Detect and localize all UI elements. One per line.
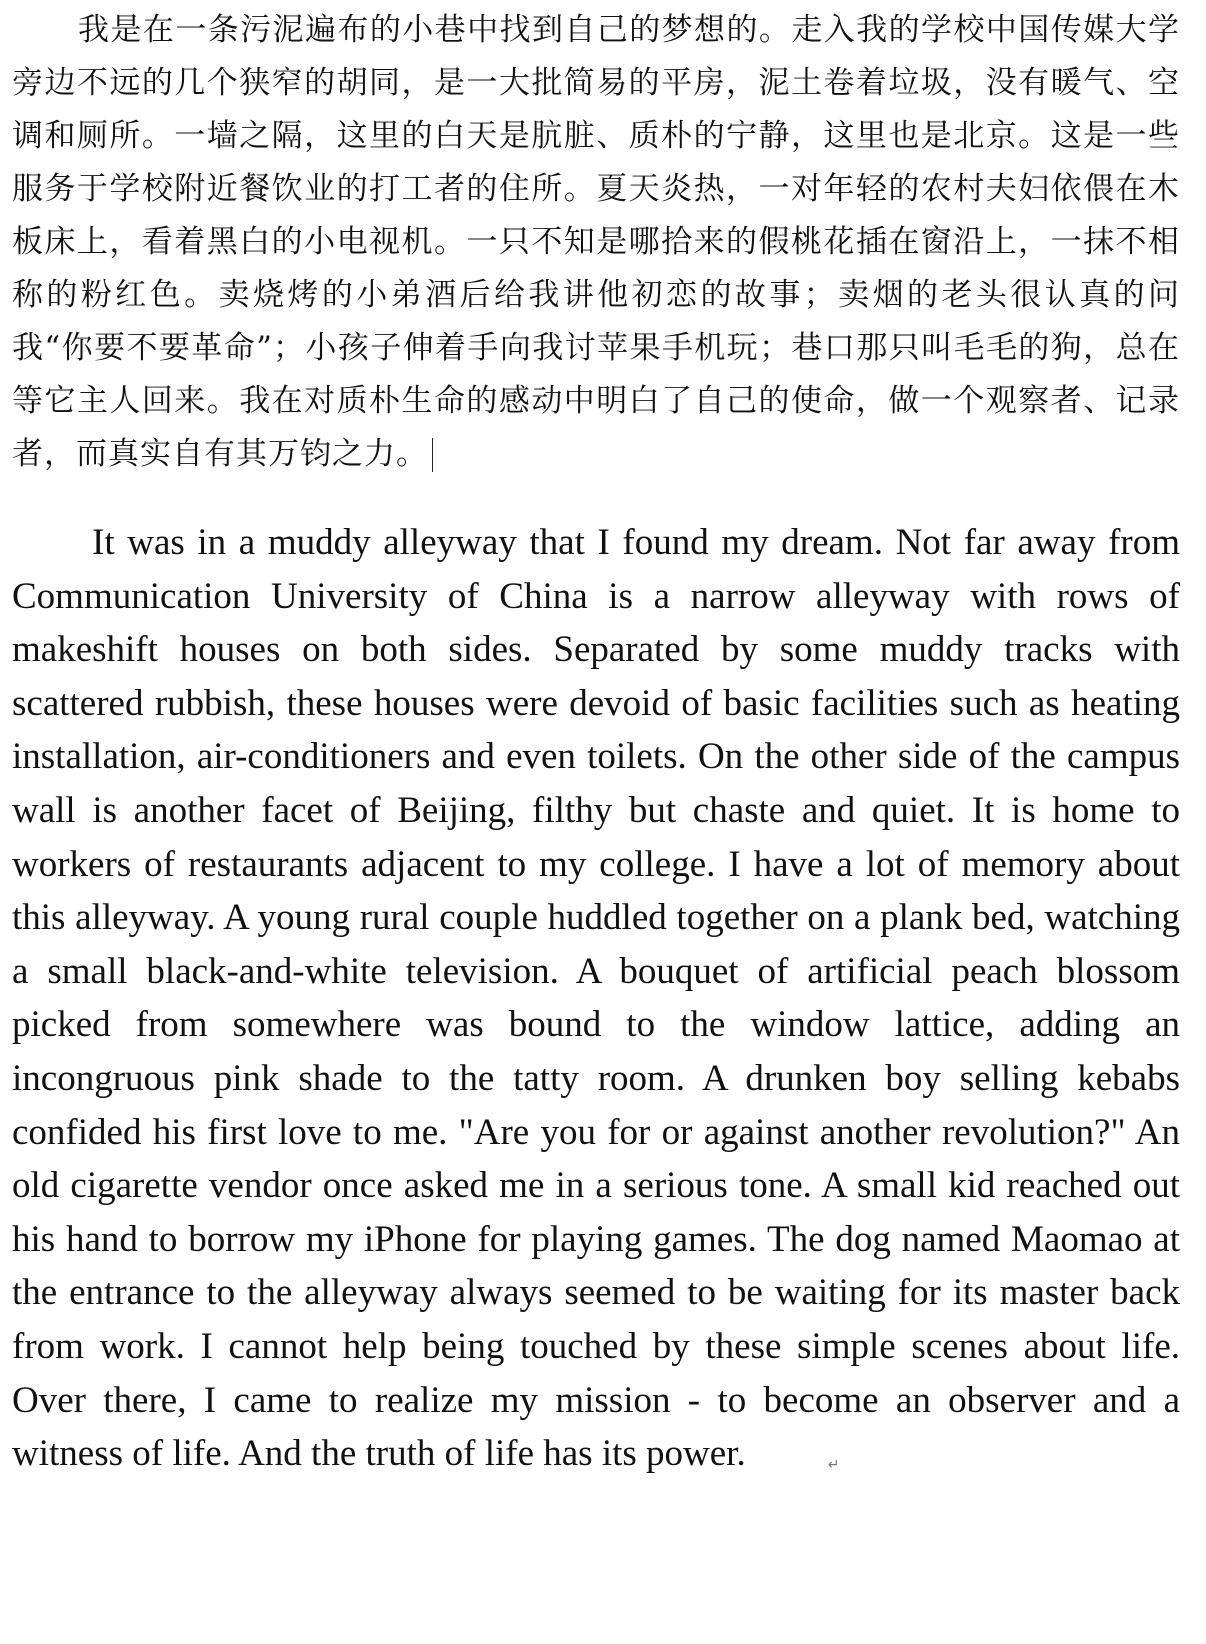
- paragraph-mark-icon: ↵: [827, 1457, 840, 1474]
- english-paragraph[interactable]: [12, 516, 1180, 1493]
- english-paragraph-text: It was in a muddy alleyway that I found my dream. Not far away from Communication University of China is a narrow alleyway with rows of makeshift houses on both sides. Separated by some muddy tracks with scattered rubbish, these houses were devoid of basic facilities such as heating installation, air-conditioners and even toilets. On the other side of the campus wall is another facet of Beijing, filthy but chaste and quiet. It is home to workers of restaurants adjacent to my college. I have a lot of memory about this alleyway. A young rural couple huddled together on a plank bed, watching a small black-and-white television. A bouquet of artificial peach blossom picked from somewhere was bound to the window lattice, adding an incongruous pink shade to the tatty room. A drunken boy selling kebabs confided his first love to me. "Are you for or against another revolution?" An old cigarette vendor once asked me in a serious tone. A small kid reached out his hand to borrow my iPhone for playing games. The dog named Maomao at the entrance to the alleyway always seemed to be waiting for its master back from work. I cannot help being touched by these simple scenes about life. Over there, I came to realize my mission - to become an observer and a witness of life. And the truth of life has its power.: [12, 522, 1180, 1475]
- chinese-paragraph[interactable]: [12, 4, 1180, 481]
- text-cursor: [432, 438, 433, 472]
- chinese-paragraph-text: 我是在一条污泥遍布的小巷中找到自己的梦想的。走入我的学校中国传媒大学旁边不远的几个狭窄的胡同，是一大批简易的平房，泥土卷着垃圾，没有暖气、空调和厕所。一墙之隔，这里的白天是肮脏、质朴的宁静，这里也是北京。这是一些服务于学校附近餐饮业的打工者的住所。夏天炎热，一对年轻的农村夫妇依偎在木板床上，看着黑白的小电视机。一只不知是哪拾来的假桃花插在窗沿上，一抹不相称的粉红色。卖烧烤的小弟酒后给我讲他初恋的故事；卖烟的老头很认真的问我“你要不要革命”；小孩子伸着手向我讨苹果手机玩；巷口那只叫毛毛的狗，总在等它主人回来。我在对质朴生命的感动中明白了自己的使命，做一个观察者、记录者，而真实自有其万钧之力。: [12, 12, 1180, 472]
